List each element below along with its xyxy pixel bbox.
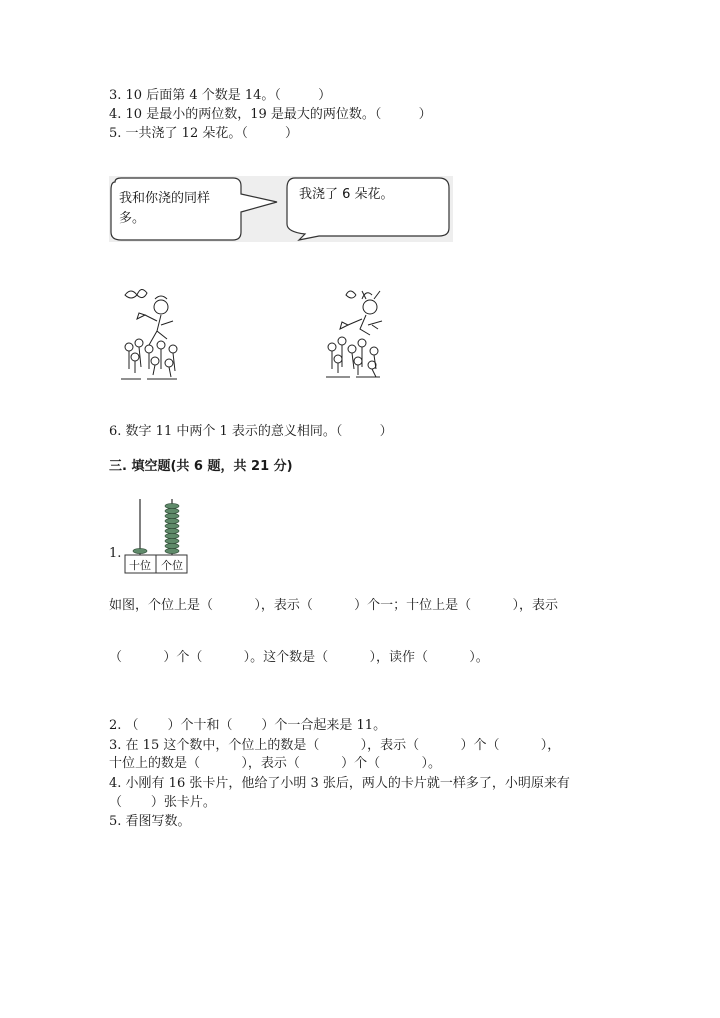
ones-bead [165,518,179,523]
tens-label: 十位 [129,559,151,572]
right-bubble-text: 我浇了 6 朵花。 [299,187,394,202]
tens-bead [133,548,147,553]
fill-question-2: 2. （ ）个十和（ ）个一合起来是 11。 [109,718,387,733]
ones-bead [165,503,179,508]
left-bubble-line-2: 多。 [119,211,146,226]
ones-bead [165,533,179,538]
fill-question-1-line-2: （ ）个（ ）。这个数是（ ），读作（ ）。 [109,650,489,665]
fill-question-3-line-2: 十位上的数是（ ），表示（ ）个（ ）。 [109,756,441,771]
ones-bead [165,538,179,543]
speech-bubbles-figure [109,176,453,242]
ones-bead [165,508,179,513]
watering-sketch-left [115,285,195,385]
watering-sketch-right [322,285,402,385]
judge-question-4: 4. 10 是最小的两位数，19 是最大的两位数。（ ） [109,107,432,122]
left-bubble-line-1: 我和你浇的同样 [119,191,211,206]
ones-bead [165,523,179,528]
fill-question-4-line-2: （ ）张卡片。 [109,795,216,810]
ones-bead [165,548,179,553]
ones-bead [165,528,179,533]
judge-question-3: 3. 10 后面第 4 个数是 14。（ ） [109,88,332,103]
judge-question-5: 5. 一共浇了 12 朵花。（ ） [109,126,299,141]
fill-question-3-line-1: 3. 在 15 这个数中，个位上的数是（ ），表示（ ）个（ ）， [109,738,561,753]
ones-bead [165,543,179,548]
left-speech-bubble [111,178,277,240]
ones-bead [165,513,179,518]
ones-label: 个位 [161,559,183,572]
fill-question-1-line-1: 如图，个位上是（ ），表示（ ）个一；十位上是（ ），表示 [109,598,558,613]
abacus-figure [124,497,188,575]
fill-question-5: 5. 看图写数。 [109,814,191,829]
section-heading: 三. 填空题(共 6 题，共 21 分) [109,459,293,474]
judge-question-6: 6. 数字 11 中两个 1 表示的意义相同。（ ） [109,424,393,439]
fill-question-4-line-1: 4. 小刚有 16 张卡片，他给了小明 3 张后，两人的卡片就一样多了，小明原来有 [109,776,570,791]
fill-question-1-number: 1. [109,546,122,561]
